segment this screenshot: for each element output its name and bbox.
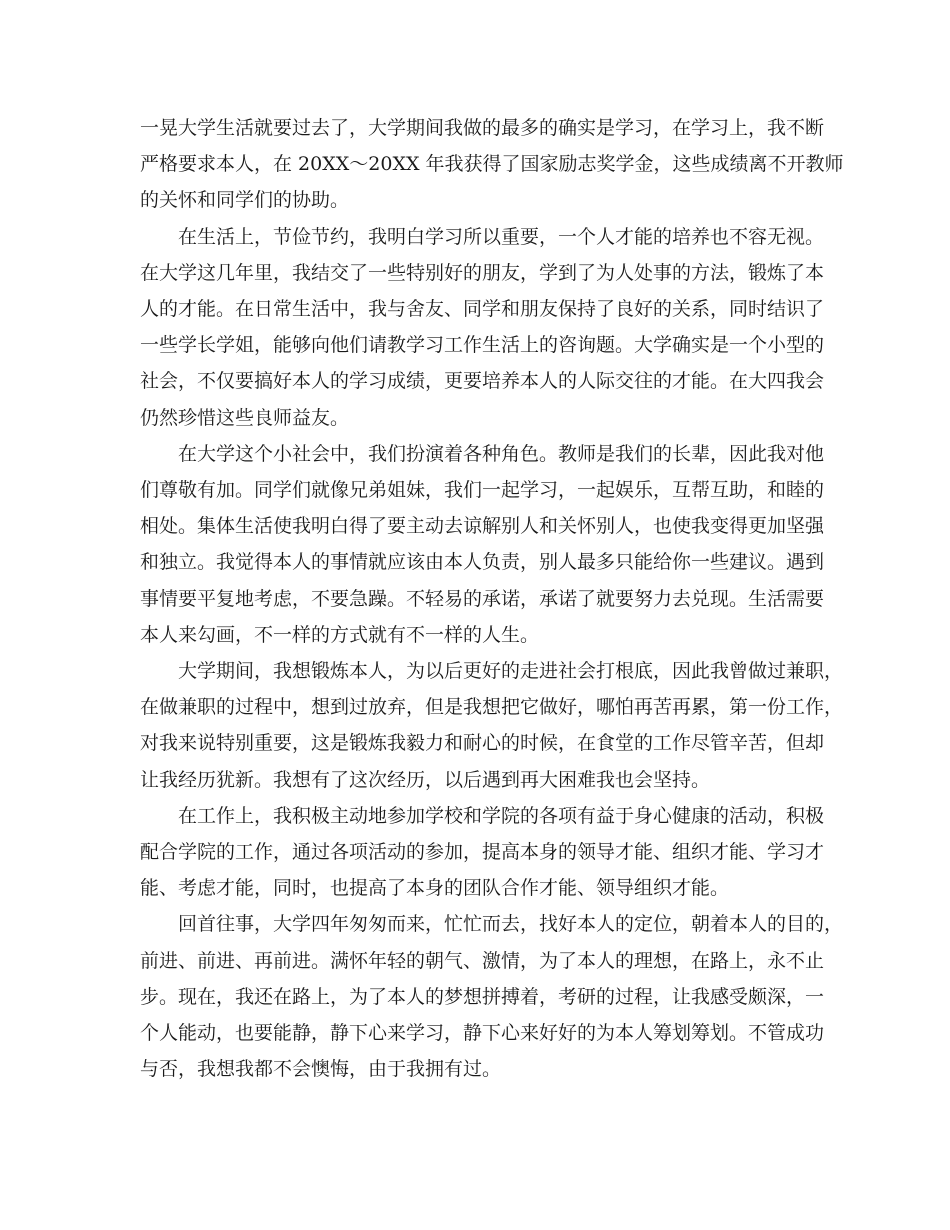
paragraph-line: 在做兼职的过程中，想到过放弃，但是我想把它做好，哪怕再苦再累，第一份工作，	[140, 696, 844, 719]
paragraph-line: 事情要平复地考虑，不要急躁。不轻易的承诺，承诺了就要努力去兑现。生活需要	[140, 587, 825, 610]
paragraph-line: 社会，不仅要搞好本人的学习成绩，更要培养本人的人际交往的才能。在大四我会	[140, 370, 825, 393]
paragraph-line: 本人来勾画，不一样的方式就有不一样的人生。	[140, 623, 540, 646]
paragraph-line: 能、考虑才能，同时，也提高了本身的团队合作才能、领导组织才能。	[140, 877, 730, 900]
paragraph-line: 和独立。我觉得本人的事情就应该由本人负责，别人最多只能给你一些建议。遇到	[140, 551, 825, 574]
paragraph-line: 严格要求本人，在 20XX～20XX 年我获得了国家励志奖学金，这些成绩离不开教师	[140, 153, 844, 176]
paragraph-3	[140, 436, 824, 653]
paragraph-line: 们尊敬有加。同学们就像兄弟姐妹，我们一起学习，一起娱乐，互帮互助，和睦的	[140, 479, 825, 502]
paragraph-line: 对我来说特别重要，这是锻炼我毅力和耐心的时候，在食堂的工作尽管辛苦，但却	[140, 732, 825, 755]
paragraph-line: 一晃大学生活就要过去了，大学期间我做的最多的确实是学习，在学习上，我不断	[140, 117, 825, 139]
paragraph-line: 人的才能。在日常生活中，我与舍友、同学和朋友保持了良好的关系，同时结识了	[140, 298, 825, 321]
paragraph-line: 让我经历犹新。我想有了这次经历，以后遇到再大困难我也会坚持。	[140, 768, 711, 791]
paragraph-line: 个人能动，也要能静，静下心来学习，静下心来好好的为本人筹划筹划。不管成功	[140, 1022, 825, 1045]
paragraph-5	[140, 798, 824, 907]
paragraph-line: 相处。集体生活使我明白得了要主动去谅解别人和关怀别人，也使我变得更加坚强	[140, 515, 825, 538]
paragraph-line: 回首往事，大学四年匆匆而来，忙忙而去，找好本人的定位，朝着本人的目的，	[178, 913, 844, 936]
paragraph-6	[140, 906, 844, 1087]
paragraph-4	[140, 653, 844, 798]
document-body	[140, 110, 844, 1087]
paragraph-line: 一些学长学姐，能够向他们请教学习工作生活上的咨询题。大学确实是一个小型的	[140, 334, 825, 357]
paragraph-line: 配合学院的工作，通过各项活动的参加，提高本身的领导才能、组织才能、学习才	[140, 841, 825, 864]
paragraph-line: 在大学这几年里，我结交了一些特别好的朋友，学到了为人处事的方法，锻炼了本	[140, 261, 825, 284]
paragraph-line: 前进、前进、再前进。满怀年轻的朝气、激情，为了本人的理想，在路上，永不止	[140, 949, 825, 972]
paragraph-line: 在工作上，我积极主动地参加学校和学院的各项有益于身心健康的活动，积极	[178, 804, 825, 827]
paragraph-line: 大学期间，我想锻炼本人，为以后更好的走进社会打根底，因此我曾做过兼职，	[178, 660, 844, 683]
paragraph-line: 步。现在，我还在路上，为了本人的梦想拼搏着，考研的过程，让我感受颇深，一	[140, 985, 825, 1008]
paragraph-1	[140, 110, 844, 219]
paragraph-line: 的关怀和同学们的协助。	[140, 189, 350, 212]
paragraph-line: 与否，我想我都不会懊悔，由于我拥有过。	[140, 1058, 502, 1081]
paragraph-2	[140, 219, 824, 436]
paragraph-line: 仍然珍惜这些良师益友。	[140, 406, 350, 429]
paragraph-line: 在大学这个小社会中，我们扮演着各种角色。教师是我们的长辈，因此我对他	[178, 442, 825, 465]
paragraph-line: 在生活上，节俭节约，我明白学习所以重要，一个人才能的培养也不容无视。	[178, 225, 825, 248]
